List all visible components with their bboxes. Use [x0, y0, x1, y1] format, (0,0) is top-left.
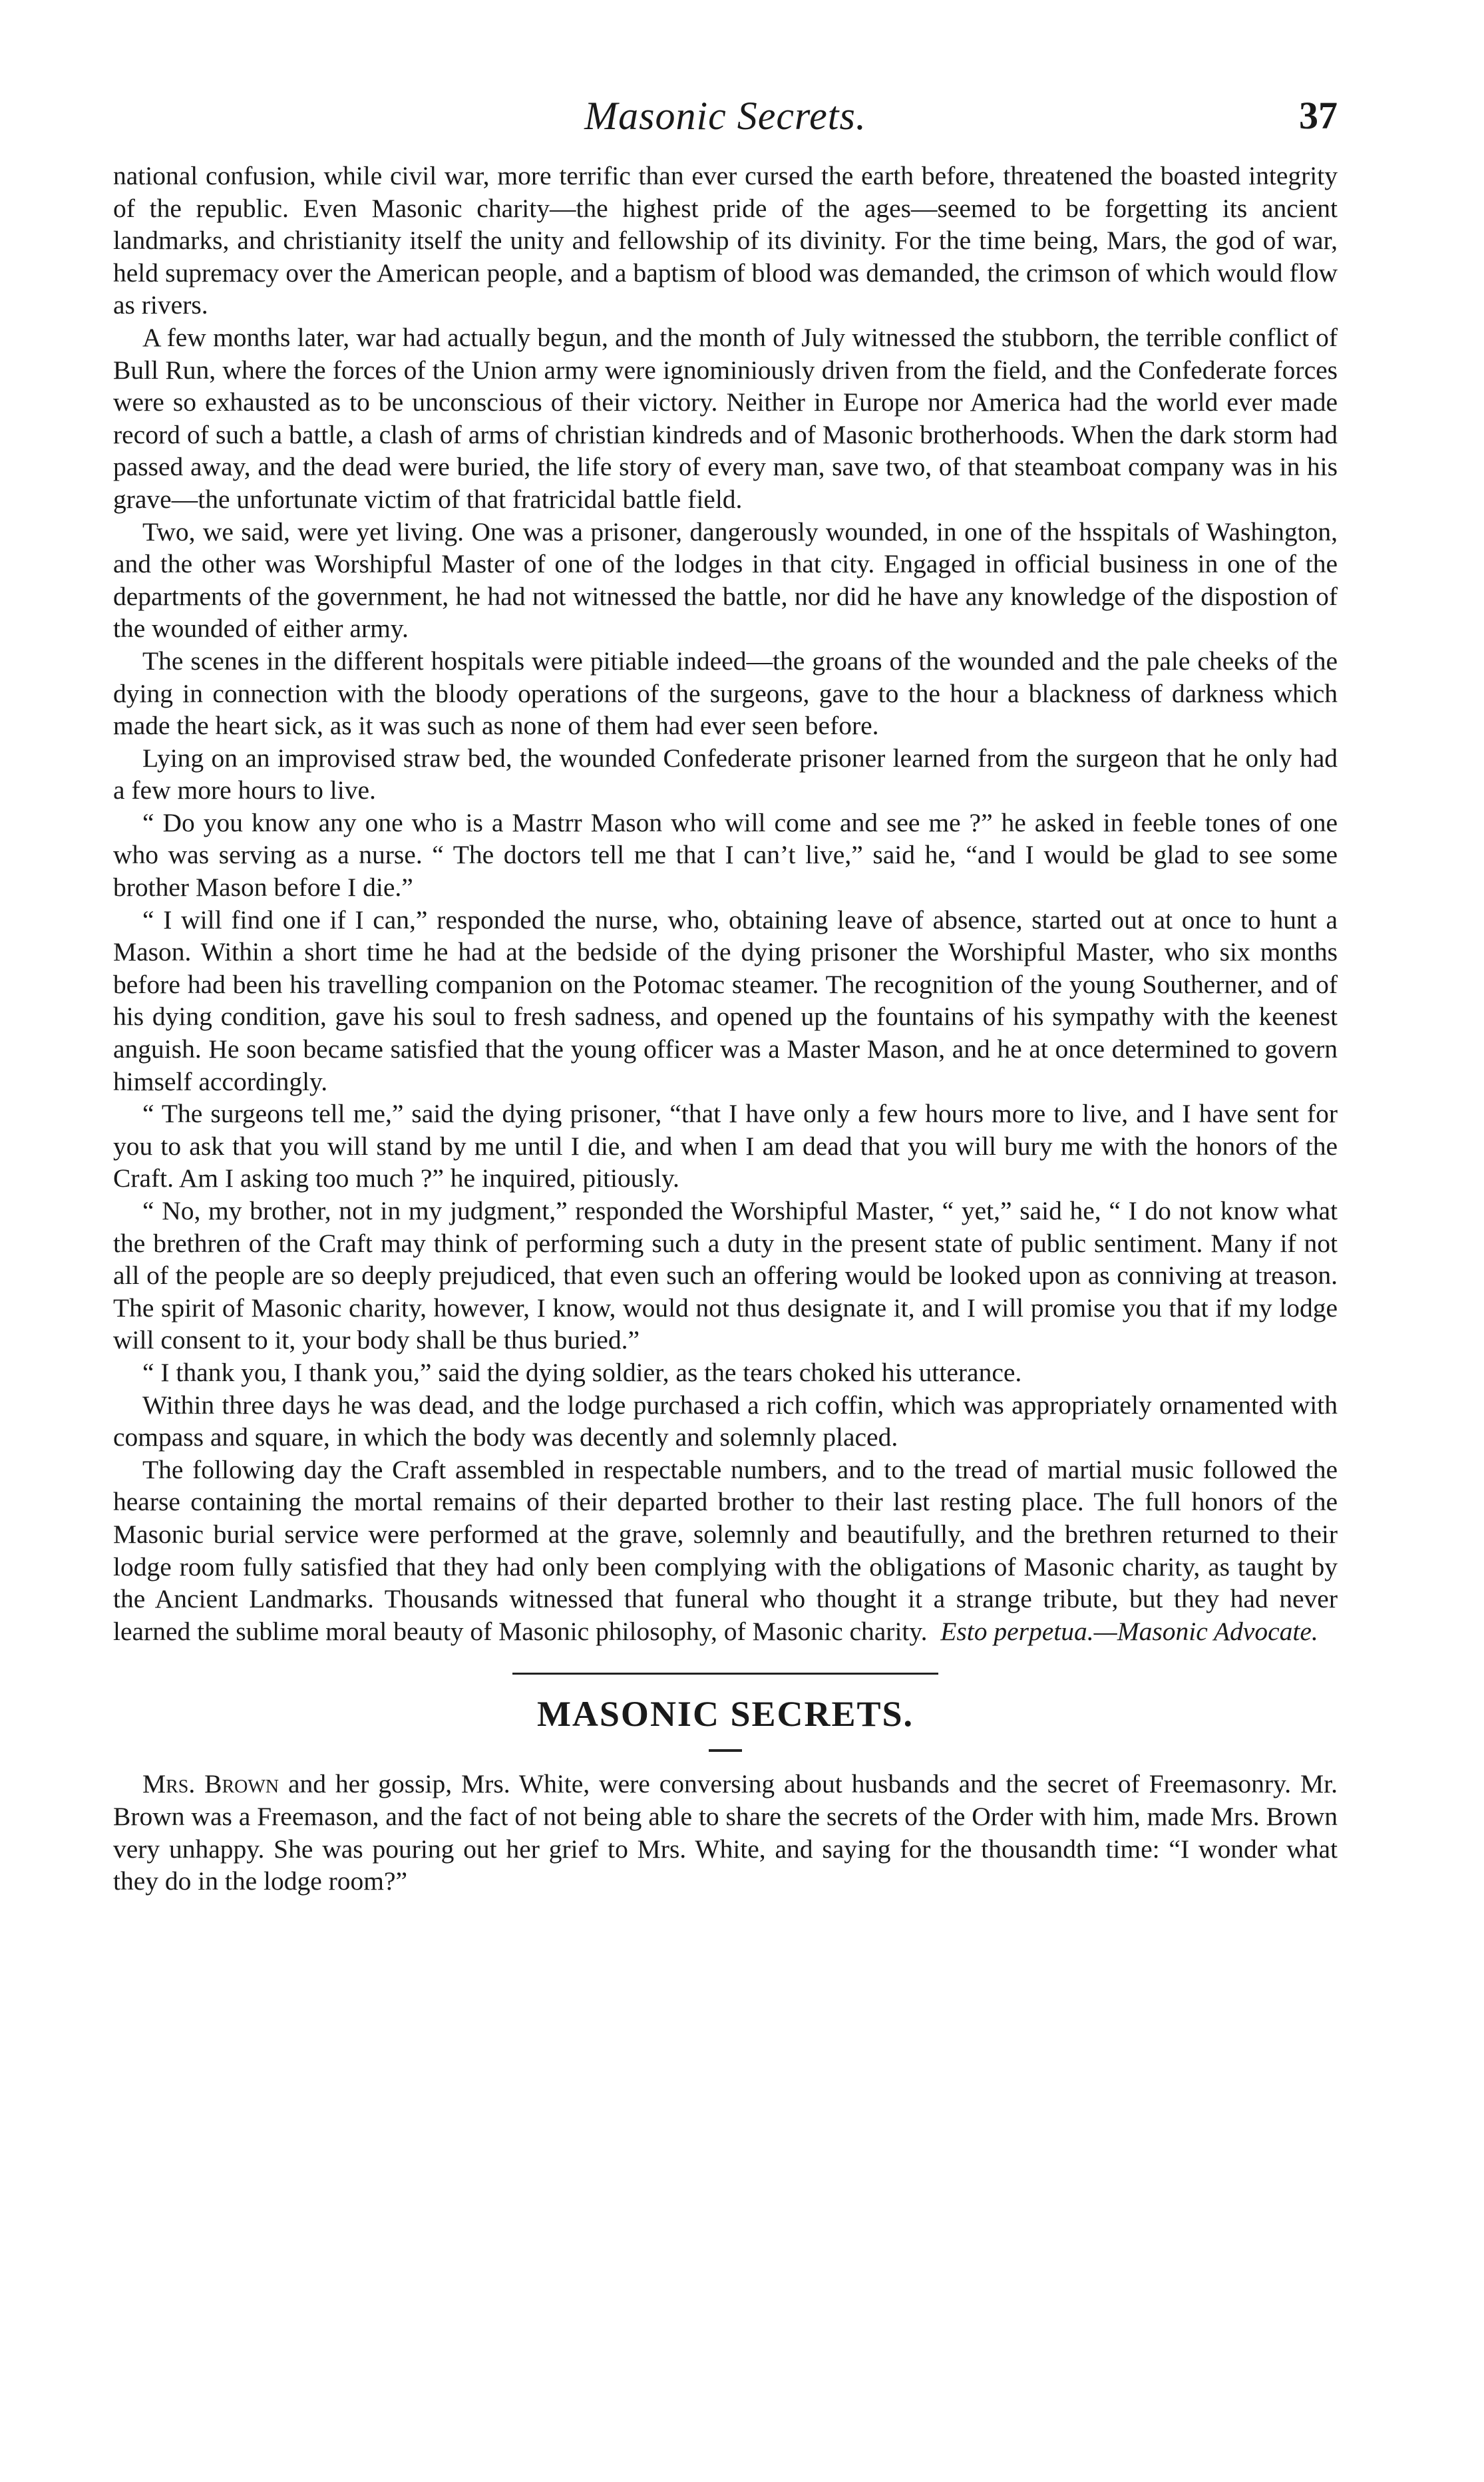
paragraph: “ No, my brother, not in my judgment,” responded the Worshipful Master, “ yet,” said he, “ I do not know what the brethren of the Craft may think of performing such a duty in the present state of public sentiment. Many if not all of the people are so deeply prejudiced, that even such an offering would be looked upon as conniving at treason. The spirit of Masonic charity, however, I know, would not thus designate it, and I will promise you that if my lodge will consent to it, your body shall be thus buried.”	[113, 1196, 1338, 1355]
running-title: Masonic Secrets.	[584, 94, 866, 138]
paragraph: “ I will find one if I can,” responded the nurse, who, obtaining leave of absence, started out at once to hunt a Mason. Within a short time he had at the bedside of the dying prisoner the Worshipful Master, who six months before had been his travelling companion on the Potomac steamer. The recognition of the young Southerner, and of his dying condition, gave his soul to fresh sadness, and opened up the fountains of his sympathy with the keenest anguish. He soon became satisfied that the young officer was a Master Mason, and he at once determined to govern himself accordingly.	[113, 905, 1338, 1096]
paragraph-text: and her gossip, Mrs. White, were conversing about husbands and the secret of Freemasonry. Mr. Brown was a Freemason, and the fact of not being able to share the secrets of the Order with him, made Mrs. Brown very unhappy. She was pouring out her grief to Mrs. White, and saying for the thousandth time: “I wonder what they do in the lodge room?”	[113, 1769, 1338, 1896]
title-rule	[709, 1749, 742, 1752]
section-divider	[512, 1673, 938, 1675]
opening-words: Mrs. Brown	[142, 1769, 279, 1799]
paragraph: “ Do you know any one who is a Mastrr Mason who will come and see me ?” he asked in feeble tones of one who was serving as a nurse. “ The doctors tell me that I can’t live,” said he, “and I would be glad to see some brother Mason before I die.”	[113, 807, 1338, 903]
paragraph: A few months later, war had actually begun, and the month of July witnessed the stubborn, the terrible conflict of Bull Run, where the forces of the Union army were ignominiously driven from the field, and the Confederate forces were so exhausted as to be unconscious of their victory. Neither in Europe nor America had the world ever made record of such a battle, a clash of arms of christian kindreds and of Masonic brotherhoods. When the dark storm had passed away, and the dead were buried, the life story of every man, save two, of that steamboat company was in his grave—the unfortunate victim of that fratricidal battle field.	[113, 322, 1338, 514]
paragraph: The scenes in the different hospitals were pitiable indeed—the groans of the wounded and the pale cheeks of the dying in connection with the bloody operations of the surgeons, gave to the hour a blackness of darkness which made the heart sick, as it was such as none of them had ever seen before.	[113, 646, 1338, 741]
paragraph: national confusion, while civil war, more terrific than ever cursed the earth before, threatened the boasted integrity of the republic. Even Masonic charity—the highest pride of the ages—seemed to be forgetting its ancient landmarks, and christianity itself the unity and fellowship of its divinity. For the time being, Mars, the god of war, held supremacy over the American people, and a baptism of blood was demanded, the crimson of which would flow as rivers.	[113, 161, 1338, 320]
paragraph: “ I thank you, I thank you,” said the dying soldier, as the tears choked his utterance.	[142, 1357, 1022, 1387]
running-head	[113, 87, 1338, 160]
paragraph-with-source	[113, 1454, 1338, 1648]
page-number: 37	[1299, 94, 1338, 137]
paragraph: Within three days he was dead, and the lodge purchased a rich coffin, which was appropriately ornamented with compass and square, in which the body was decently and solemnly placed.	[113, 1390, 1338, 1452]
section-title: MASONIC SECRETS.	[536, 1694, 914, 1735]
paragraph: “ The surgeons tell me,” said the dying prisoner, “that I have only a few hours more to live, and I have sent for you to ask that you will stand by me until I die, and when I am dead that you will bury me with the honors of the Craft. Am I asking too much ?” he inquired, pitiously.	[113, 1099, 1338, 1193]
paragraph: Two, we said, were yet living. One was a prisoner, dangerously wounded, in one of the hsspitals of Washington, and the other was Worshipful Master of one of the lodges in that city. Engaged in official business in one of the departments of the government, he had not witnessed the battle, nor did he have any knowledge of the dispostion of the wounded of either army.	[113, 517, 1338, 644]
paragraph-text: The following day the Craft assembled in respectable numbers, and to the tread of martial music followed the hearse containing the mortal remains of their departed brother to their last resting place. The full honors of the Masonic burial service were performed at the grave, solemnly and beautifully, and the brethren returned to their lodge room fully satisfied that they had only been complying with the obligations of Masonic charity, as taught by the Ancient Landmarks. Thousands witnessed that funeral who thought it a strange tribute, but they had never learned the sublime moral beauty of Masonic philosophy, of Masonic charity.	[113, 1454, 1338, 1646]
article-body	[113, 160, 1338, 1898]
section-paragraph	[113, 1768, 1338, 1897]
book-page	[113, 87, 1338, 1898]
source-attribution: Esto perpetua.—Masonic Advocate.	[940, 1616, 1318, 1646]
paragraph: Lying on an improvised straw bed, the wounded Confederate prisoner learned from the surgeon that he only had a few more hours to live.	[113, 743, 1338, 805]
